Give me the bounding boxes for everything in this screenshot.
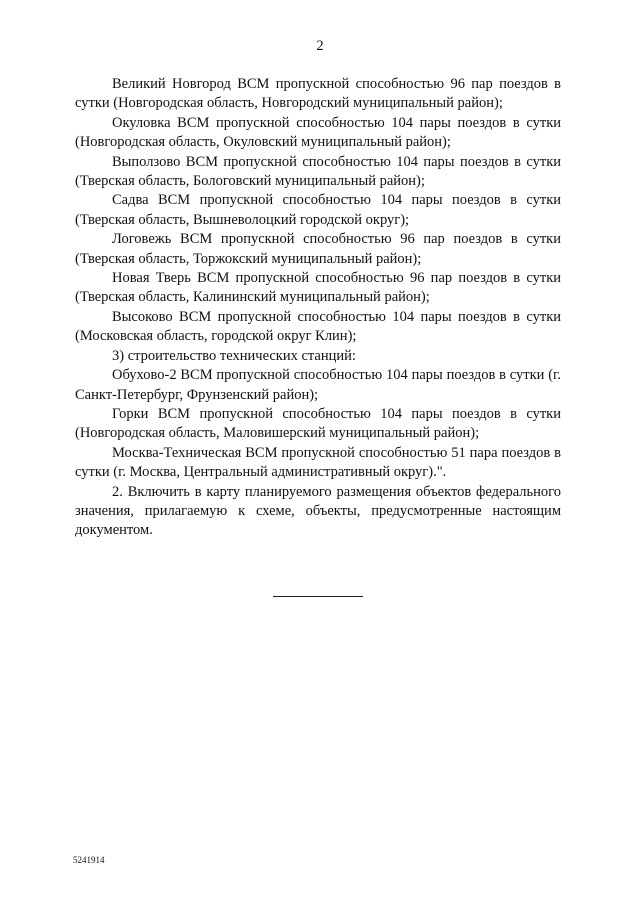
paragraph-vypolzovo: Выползово ВСМ пропускной способностью 104 пары поездов в сутки (Тверская область, Бологовский муниципальный район); [75,153,561,190]
page-number: 2 [316,38,324,54]
paragraph-vysokovo: Высоково ВСМ пропускной способностью 104 пары поездов в сутки (Московская область, городской округ Клин); [75,308,561,345]
paragraph-sadva: Садва ВСМ пропускной способностью 104 пары поездов в сутки (Тверская область, Вышневолоцкий городской округ); [75,192,561,228]
paragraph-okulovka: Окуловка ВСМ пропускной способностью 104 пары поездов в сутки (Новгородская область, Окуловский муниципальный район); [75,114,561,151]
document-code: 5241914 [73,855,105,865]
paragraph-velikiy-novgorod: Великий Новгород ВСМ пропускной способностью 96 пар поездов в сутки (Новгородская область, Новгородский муниципальный район); [75,76,561,112]
paragraph-gorki: Горки ВСМ пропускной способностью 104 пары поездов в сутки (Новгородская область, Маловишерский муниципальный район); [75,405,561,442]
paragraph-obukhovo-2: Обухово-2 ВСМ пропускной способностью 104 пары поездов в сутки (г. Санкт-Петербург, Фрунзенский район); [75,367,561,403]
end-divider [273,596,363,597]
paragraph-moskva-tekhnicheskaya: Москва-Техническая ВСМ пропускной способностью 51 пара поездов в сутки (г. Москва, Центральный административный округ).". [75,444,561,481]
paragraph-item-2-include: 2. Включить в карту планируемого размещения объектов федерального значения, прилагаемую к схеме, объекты, предусмотренные настоящим документом. [75,483,561,539]
paragraph-technical-stations-heading: 3) строительство технических станций: [112,347,356,364]
paragraph-novaya-tver: Новая Тверь ВСМ пропускной способностью 96 пар поездов в сутки (Тверская область, Калининский муниципальный район); [75,270,561,306]
document-body [75,75,561,541]
paragraph-logovezh: Логовежь ВСМ пропускной способностью 96 пар поездов в сутки (Тверская область, Торжокский муниципальный район); [75,231,561,267]
